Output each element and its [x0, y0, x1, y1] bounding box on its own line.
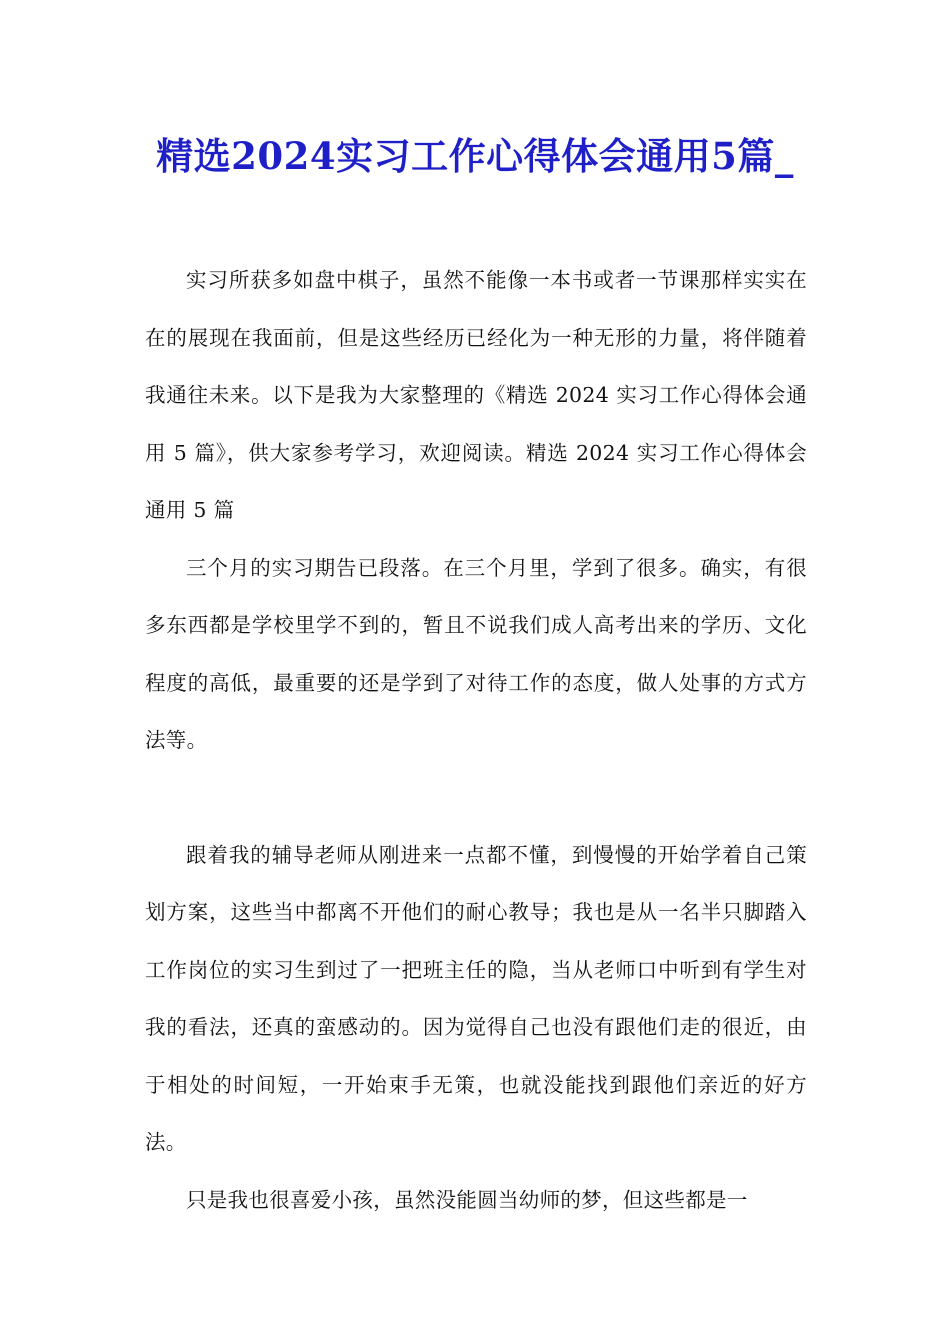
paragraph-mentor-experience: 跟着我的辅导老师从刚进来一点都不懂，到慢慢的开始学着自己策划方案，这些当中都离不开他们的耐心教导；我也是从一名半只脚踏入工作岗位的实习生到过了一把班主任的隐，当从老师口中听到有学生对我的看法，还真的蛮感动的。因为觉得自己也没有跟他们走的很近，由于相处的时间短，一开始束手无策，也就没能找到跟他们亲近的好方法。	[145, 842, 807, 1154]
document-body	[145, 252, 807, 1229]
paragraph-love-children: 只是我也很喜爱小孩，虽然没能圆当幼师的梦，但这些都是一	[186, 1187, 748, 1212]
paragraph-gap	[145, 770, 807, 827]
paragraph-intro: 实习所获多如盘中棋子，虽然不能像一本书或者一节课那样实实在在的展现在我面前，但是这些经历已经化为一种无形的力量，将伴随着我通往未来。以下是我为大家整理的《精选 2024 实习工作心得体会通用 5 篇》，供大家参考学习，欢迎阅读。精选 2024 实习工作心得体会通用 5 篇	[145, 268, 807, 522]
document-title: 精选2024实习工作心得体会通用5篇_	[156, 134, 794, 178]
paragraph-internship-summary: 三个月的实习期告已段落。在三个月里，学到了很多。确实，有很多东西都是学校里学不到的，暂且不说我们成人高考出来的学历、文化程度的高低，最重要的还是学到了对待工作的态度，做人处事的方式方法等。	[145, 555, 807, 752]
